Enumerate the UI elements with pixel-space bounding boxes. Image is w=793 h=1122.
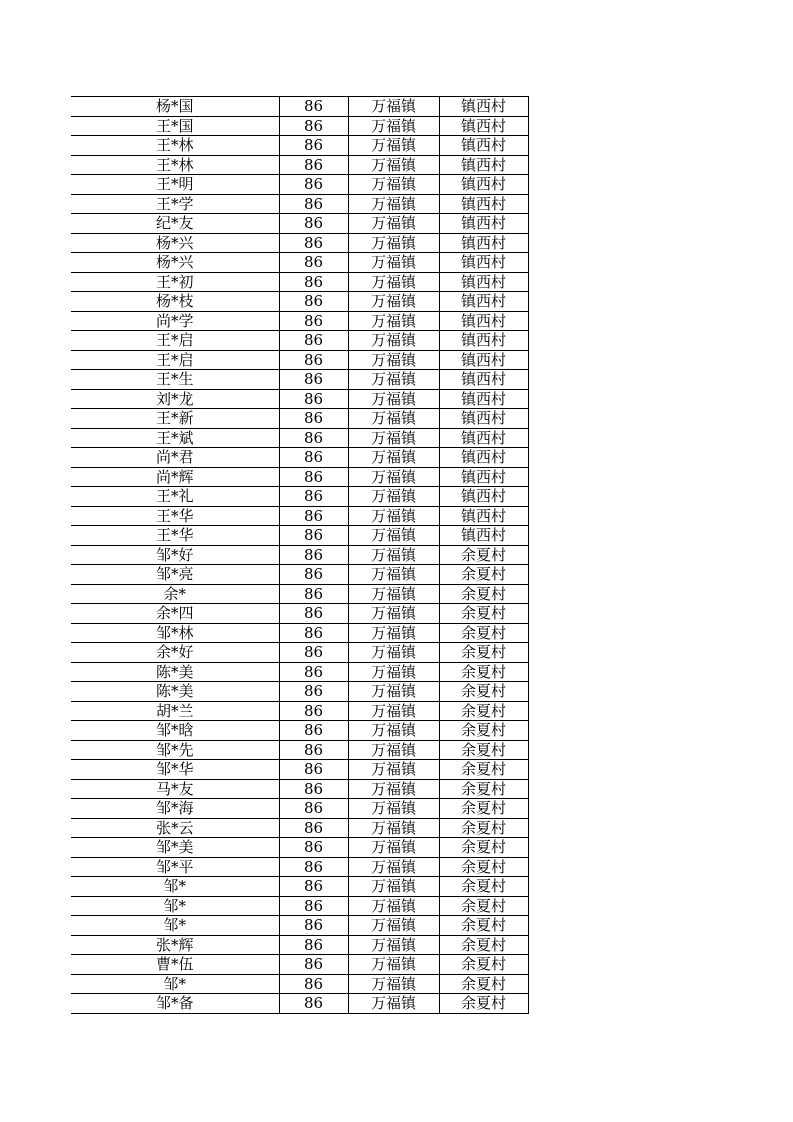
score-cell: 86 [279, 877, 348, 897]
town-cell: 万福镇 [348, 877, 439, 897]
village-cell: 余夏村 [439, 799, 528, 819]
town-cell: 万福镇 [348, 740, 439, 760]
score-cell: 86 [279, 331, 348, 351]
name-cell: 邹* [71, 974, 279, 994]
name-cell: 刘*龙 [71, 389, 279, 409]
name-cell: 尚*辉 [71, 467, 279, 487]
table-row [71, 214, 528, 234]
table-row [71, 136, 528, 156]
town-cell: 万福镇 [348, 682, 439, 702]
table-row [71, 877, 528, 897]
name-cell: 王*华 [71, 526, 279, 546]
village-cell: 镇西村 [439, 311, 528, 331]
table-row [71, 506, 528, 526]
village-cell: 镇西村 [439, 292, 528, 312]
town-cell: 万福镇 [348, 838, 439, 858]
village-cell: 镇西村 [439, 350, 528, 370]
town-cell: 万福镇 [348, 292, 439, 312]
name-cell: 余*四 [71, 604, 279, 624]
table-row [71, 896, 528, 916]
village-cell: 余夏村 [439, 604, 528, 624]
town-cell: 万福镇 [348, 272, 439, 292]
village-cell: 余夏村 [439, 916, 528, 936]
score-cell: 86 [279, 955, 348, 975]
name-cell: 邹*备 [71, 994, 279, 1014]
name-cell: 杨*枝 [71, 292, 279, 312]
village-cell: 镇西村 [439, 175, 528, 195]
name-cell: 邹* [71, 877, 279, 897]
table-row [71, 194, 528, 214]
table-row [71, 584, 528, 604]
town-cell: 万福镇 [348, 584, 439, 604]
score-cell: 86 [279, 311, 348, 331]
table-row [71, 409, 528, 429]
name-cell: 尚*君 [71, 448, 279, 468]
score-cell: 86 [279, 233, 348, 253]
town-cell: 万福镇 [348, 331, 439, 351]
town-cell: 万福镇 [348, 662, 439, 682]
village-cell: 余夏村 [439, 662, 528, 682]
table-row [71, 175, 528, 195]
score-cell: 86 [279, 253, 348, 273]
table-row [71, 350, 528, 370]
table-row [71, 779, 528, 799]
town-cell: 万福镇 [348, 311, 439, 331]
village-cell: 镇西村 [439, 97, 528, 117]
town-cell: 万福镇 [348, 701, 439, 721]
name-cell: 王*国 [71, 116, 279, 136]
name-cell: 余*好 [71, 643, 279, 663]
table-row [71, 389, 528, 409]
table-row [71, 857, 528, 877]
table-row [71, 272, 528, 292]
score-cell: 86 [279, 935, 348, 955]
score-cell: 86 [279, 994, 348, 1014]
town-cell: 万福镇 [348, 253, 439, 273]
village-cell: 余夏村 [439, 955, 528, 975]
town-cell: 万福镇 [348, 370, 439, 390]
table-row [71, 935, 528, 955]
name-cell: 尚*学 [71, 311, 279, 331]
town-cell: 万福镇 [348, 467, 439, 487]
table-row [71, 526, 528, 546]
town-cell: 万福镇 [348, 428, 439, 448]
town-cell: 万福镇 [348, 760, 439, 780]
score-cell: 86 [279, 565, 348, 585]
village-cell: 镇西村 [439, 272, 528, 292]
table-row [71, 487, 528, 507]
table-row [71, 682, 528, 702]
name-cell: 邹*海 [71, 799, 279, 819]
town-cell: 万福镇 [348, 155, 439, 175]
table-row [71, 448, 528, 468]
name-cell: 陈*美 [71, 662, 279, 682]
town-cell: 万福镇 [348, 643, 439, 663]
table-row [71, 818, 528, 838]
score-cell: 86 [279, 194, 348, 214]
table-row [71, 97, 528, 117]
name-cell: 马*友 [71, 779, 279, 799]
village-cell: 余夏村 [439, 896, 528, 916]
name-cell: 曹*伍 [71, 955, 279, 975]
name-cell: 杨*国 [71, 97, 279, 117]
score-cell: 86 [279, 584, 348, 604]
town-cell: 万福镇 [348, 97, 439, 117]
town-cell: 万福镇 [348, 526, 439, 546]
name-cell: 邹*亮 [71, 565, 279, 585]
name-cell: 王*新 [71, 409, 279, 429]
score-cell: 86 [279, 370, 348, 390]
roster-body [71, 97, 528, 1014]
name-cell: 邹*华 [71, 760, 279, 780]
score-cell: 86 [279, 818, 348, 838]
score-cell: 86 [279, 623, 348, 643]
name-cell: 邹*林 [71, 623, 279, 643]
town-cell: 万福镇 [348, 506, 439, 526]
table-row [71, 467, 528, 487]
name-cell: 邹* [71, 916, 279, 936]
table-row [71, 545, 528, 565]
score-cell: 86 [279, 155, 348, 175]
village-cell: 余夏村 [439, 565, 528, 585]
town-cell: 万福镇 [348, 389, 439, 409]
village-cell: 镇西村 [439, 233, 528, 253]
roster-sheet [71, 96, 528, 1014]
table-row [71, 916, 528, 936]
table-row [71, 838, 528, 858]
town-cell: 万福镇 [348, 721, 439, 741]
name-cell: 邹*晗 [71, 721, 279, 741]
town-cell: 万福镇 [348, 448, 439, 468]
village-cell: 余夏村 [439, 760, 528, 780]
town-cell: 万福镇 [348, 136, 439, 156]
town-cell: 万福镇 [348, 194, 439, 214]
village-cell: 镇西村 [439, 136, 528, 156]
score-cell: 86 [279, 272, 348, 292]
score-cell: 86 [279, 916, 348, 936]
town-cell: 万福镇 [348, 545, 439, 565]
village-cell: 余夏村 [439, 838, 528, 858]
table-row [71, 740, 528, 760]
village-cell: 镇西村 [439, 155, 528, 175]
town-cell: 万福镇 [348, 487, 439, 507]
score-cell: 86 [279, 428, 348, 448]
name-cell: 杨*兴 [71, 253, 279, 273]
town-cell: 万福镇 [348, 955, 439, 975]
name-cell: 张*云 [71, 818, 279, 838]
village-cell: 镇西村 [439, 409, 528, 429]
table-row [71, 116, 528, 136]
roster-table [71, 96, 529, 1014]
village-cell: 余夏村 [439, 584, 528, 604]
table-row [71, 428, 528, 448]
village-cell: 余夏村 [439, 994, 528, 1014]
score-cell: 86 [279, 487, 348, 507]
village-cell: 镇西村 [439, 428, 528, 448]
score-cell: 86 [279, 545, 348, 565]
town-cell: 万福镇 [348, 565, 439, 585]
score-cell: 86 [279, 175, 348, 195]
score-cell: 86 [279, 409, 348, 429]
table-row [71, 155, 528, 175]
village-cell: 镇西村 [439, 253, 528, 273]
village-cell: 余夏村 [439, 740, 528, 760]
name-cell: 王*林 [71, 155, 279, 175]
name-cell: 杨*兴 [71, 233, 279, 253]
village-cell: 余夏村 [439, 545, 528, 565]
name-cell: 王*初 [71, 272, 279, 292]
village-cell: 镇西村 [439, 487, 528, 507]
score-cell: 86 [279, 662, 348, 682]
name-cell: 王*华 [71, 506, 279, 526]
name-cell: 王*生 [71, 370, 279, 390]
village-cell: 余夏村 [439, 818, 528, 838]
score-cell: 86 [279, 604, 348, 624]
score-cell: 86 [279, 740, 348, 760]
score-cell: 86 [279, 448, 348, 468]
score-cell: 86 [279, 526, 348, 546]
name-cell: 王*斌 [71, 428, 279, 448]
town-cell: 万福镇 [348, 935, 439, 955]
village-cell: 镇西村 [439, 116, 528, 136]
table-row [71, 662, 528, 682]
score-cell: 86 [279, 97, 348, 117]
village-cell: 镇西村 [439, 214, 528, 234]
table-row [71, 799, 528, 819]
village-cell: 余夏村 [439, 682, 528, 702]
town-cell: 万福镇 [348, 857, 439, 877]
village-cell: 余夏村 [439, 643, 528, 663]
town-cell: 万福镇 [348, 974, 439, 994]
village-cell: 镇西村 [439, 331, 528, 351]
table-row [71, 292, 528, 312]
table-row [71, 701, 528, 721]
table-row [71, 721, 528, 741]
score-cell: 86 [279, 506, 348, 526]
village-cell: 余夏村 [439, 721, 528, 741]
village-cell: 镇西村 [439, 448, 528, 468]
village-cell: 镇西村 [439, 389, 528, 409]
name-cell: 王*启 [71, 350, 279, 370]
table-row [71, 604, 528, 624]
score-cell: 86 [279, 838, 348, 858]
town-cell: 万福镇 [348, 175, 439, 195]
score-cell: 86 [279, 799, 348, 819]
name-cell: 邹* [71, 896, 279, 916]
town-cell: 万福镇 [348, 233, 439, 253]
score-cell: 86 [279, 701, 348, 721]
score-cell: 86 [279, 467, 348, 487]
table-row [71, 994, 528, 1014]
name-cell: 王*启 [71, 331, 279, 351]
town-cell: 万福镇 [348, 994, 439, 1014]
town-cell: 万福镇 [348, 799, 439, 819]
name-cell: 余* [71, 584, 279, 604]
table-row [71, 331, 528, 351]
table-row [71, 253, 528, 273]
name-cell: 纪*友 [71, 214, 279, 234]
score-cell: 86 [279, 896, 348, 916]
score-cell: 86 [279, 760, 348, 780]
town-cell: 万福镇 [348, 409, 439, 429]
score-cell: 86 [279, 389, 348, 409]
town-cell: 万福镇 [348, 623, 439, 643]
name-cell: 王*明 [71, 175, 279, 195]
table-row [71, 370, 528, 390]
score-cell: 86 [279, 136, 348, 156]
score-cell: 86 [279, 857, 348, 877]
table-row [71, 974, 528, 994]
table-row [71, 955, 528, 975]
village-cell: 镇西村 [439, 467, 528, 487]
name-cell: 邹*先 [71, 740, 279, 760]
score-cell: 86 [279, 292, 348, 312]
village-cell: 余夏村 [439, 701, 528, 721]
score-cell: 86 [279, 116, 348, 136]
name-cell: 王*林 [71, 136, 279, 156]
score-cell: 86 [279, 974, 348, 994]
town-cell: 万福镇 [348, 116, 439, 136]
score-cell: 86 [279, 779, 348, 799]
village-cell: 余夏村 [439, 623, 528, 643]
score-cell: 86 [279, 350, 348, 370]
town-cell: 万福镇 [348, 214, 439, 234]
village-cell: 余夏村 [439, 877, 528, 897]
name-cell: 张*辉 [71, 935, 279, 955]
town-cell: 万福镇 [348, 350, 439, 370]
score-cell: 86 [279, 682, 348, 702]
score-cell: 86 [279, 643, 348, 663]
village-cell: 余夏村 [439, 935, 528, 955]
table-row [71, 565, 528, 585]
town-cell: 万福镇 [348, 604, 439, 624]
village-cell: 镇西村 [439, 526, 528, 546]
name-cell: 邹*美 [71, 838, 279, 858]
town-cell: 万福镇 [348, 916, 439, 936]
village-cell: 余夏村 [439, 974, 528, 994]
village-cell: 镇西村 [439, 194, 528, 214]
table-row [71, 760, 528, 780]
name-cell: 王*礼 [71, 487, 279, 507]
town-cell: 万福镇 [348, 818, 439, 838]
name-cell: 王*学 [71, 194, 279, 214]
name-cell: 邹*好 [71, 545, 279, 565]
name-cell: 陈*美 [71, 682, 279, 702]
score-cell: 86 [279, 214, 348, 234]
table-row [71, 623, 528, 643]
name-cell: 邹*平 [71, 857, 279, 877]
village-cell: 镇西村 [439, 506, 528, 526]
village-cell: 镇西村 [439, 370, 528, 390]
table-row [71, 233, 528, 253]
town-cell: 万福镇 [348, 779, 439, 799]
table-row [71, 311, 528, 331]
table-row [71, 643, 528, 663]
score-cell: 86 [279, 721, 348, 741]
village-cell: 余夏村 [439, 857, 528, 877]
town-cell: 万福镇 [348, 896, 439, 916]
village-cell: 余夏村 [439, 779, 528, 799]
name-cell: 胡*兰 [71, 701, 279, 721]
